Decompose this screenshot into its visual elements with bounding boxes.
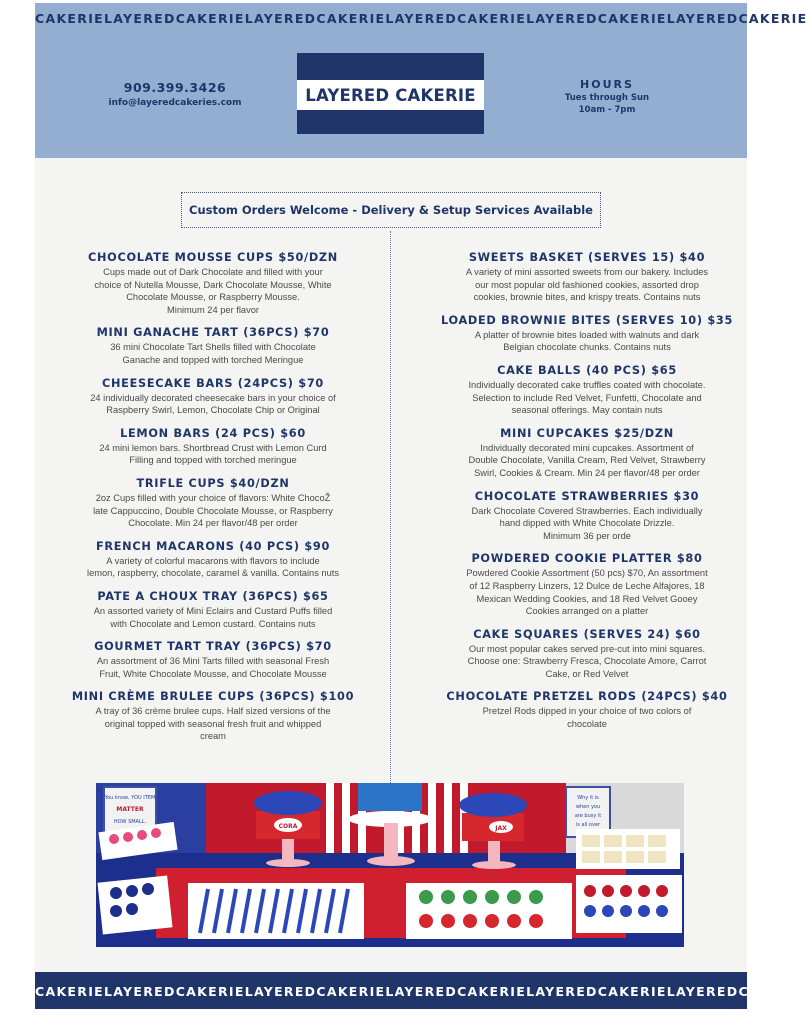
description-line: Cookies arranged on a platter bbox=[525, 606, 649, 617]
description-line: Individually decorated mini cupcakes. Assortment of bbox=[480, 442, 694, 453]
sign-left-line-1: You know, YOU ITEM bbox=[104, 795, 156, 801]
hours-title: HOURS bbox=[580, 78, 634, 91]
sign-right-line-4: is all over bbox=[575, 822, 601, 828]
logo bbox=[297, 53, 484, 134]
description-line: Double Chocolate, Vanilla Cream, Red Velvet, Strawberry bbox=[468, 455, 706, 466]
menu-item-description bbox=[427, 266, 747, 304]
description-line: A variety of mini assorted sweets from our bakery. Includes bbox=[465, 267, 709, 277]
ticker-word: LAYERED bbox=[666, 10, 739, 26]
description-line: A variety of colorful macarons with flavors to include bbox=[106, 555, 320, 566]
menu-item-title: MINI CRÈME BRULEE CUPS (36PCS) $100 bbox=[71, 690, 355, 704]
menu-item-title: SWEETS BASKET (SERVES 15) $40 bbox=[468, 251, 706, 264]
menu-item bbox=[427, 490, 747, 543]
description-line: lemon, raspberry, chocolate, caramel & vanilla. Contains nuts bbox=[87, 568, 339, 579]
menu-item-description bbox=[427, 643, 747, 681]
menu-item-description bbox=[53, 655, 373, 680]
menu-item-description bbox=[53, 605, 373, 630]
menu-item-description bbox=[53, 705, 373, 743]
menu-item bbox=[427, 364, 747, 417]
menu-item bbox=[53, 690, 373, 743]
description-line: Chocolate Mousse, or Raspberry Mousse. bbox=[126, 292, 300, 303]
description-line: Mexican Wedding Cookies, and 18 Red Velvet Gooey bbox=[476, 593, 698, 604]
description-line: of 12 Raspberry Linzers, 12 Dulce de Leche Alfajores, 18 bbox=[469, 580, 705, 591]
ticker-word: LAYERED bbox=[526, 983, 598, 999]
menu-item bbox=[427, 251, 747, 304]
ticker-word: CAKERIE bbox=[457, 10, 527, 26]
ticker-word: LAYERED bbox=[244, 10, 317, 26]
menu-item-title: PATE A CHOUX TRAY (36PCS) $65 bbox=[97, 589, 329, 603]
ticker-word: CAKERIE bbox=[316, 10, 386, 26]
menu-item bbox=[53, 640, 373, 680]
description-line: chocolate bbox=[567, 719, 607, 730]
description-line: Selection to include Red Velvet, Funfetti, Chocolate and bbox=[472, 392, 702, 403]
description-line: A tray of 36 crème brulee cups. Half sized versions of the bbox=[95, 706, 331, 717]
menu-item-description bbox=[53, 341, 373, 366]
menu-item bbox=[53, 251, 373, 316]
description-line: Minimum 24 per flavor bbox=[167, 304, 259, 315]
menu-item-title: CAKE SQUARES (SERVES 24) $60 bbox=[473, 627, 701, 641]
ticker-word: CAKERIE bbox=[175, 983, 245, 999]
description-line: An assortment of 36 Mini Tarts filled with seasonal Fresh bbox=[96, 656, 330, 667]
dessert-table-photo bbox=[96, 783, 684, 947]
description-line: Cups made out of Dark Chocolate and filled with your bbox=[103, 267, 323, 277]
logo-text: LAYERED CAKERIE bbox=[305, 85, 476, 105]
description-line: 24 mini lemon bars. Shortbread Crust with Lemon Curd bbox=[99, 442, 327, 453]
menu-item-title: CAKE BALLS (40 PCS) $65 bbox=[497, 363, 677, 377]
ticker-word: LAYERED bbox=[666, 983, 739, 999]
sign-right-line-1: Why it is bbox=[577, 795, 599, 801]
menu-item-title: POWDERED COOKIE PLATTER $80 bbox=[471, 552, 703, 566]
menu-item-description bbox=[427, 379, 747, 417]
menu-item bbox=[53, 377, 373, 417]
menu-item-description bbox=[427, 329, 747, 354]
hours-block bbox=[557, 78, 657, 115]
menu-item-description bbox=[427, 442, 747, 480]
cake-left-label: CORA bbox=[278, 823, 298, 830]
menu-item-title: GOURMET TART TRAY (36PCS) $70 bbox=[94, 640, 332, 654]
menu-item bbox=[427, 427, 747, 480]
ticker-word: LAYERED bbox=[385, 10, 458, 26]
ticker-word: CAKERIE bbox=[175, 10, 245, 26]
description-line: A platter of brownie bites loaded with walnuts and dark bbox=[474, 329, 700, 340]
menu-item bbox=[427, 314, 747, 354]
sign-right-line-2: when you bbox=[575, 804, 601, 810]
description-line: Fruit, White Chocolate Mousse, and Chocolate Mousse bbox=[99, 668, 327, 679]
email-address: info@layeredcakeries.com bbox=[108, 98, 242, 108]
description-line: 36 mini Chocolate Tart Shells filled with Chocolate bbox=[110, 342, 316, 353]
description-line: 2oz Cups filled with your choice of flavors: White ChocoŽ bbox=[95, 492, 331, 503]
sign-right-line-3: are busy it bbox=[574, 813, 602, 819]
description-line: our most popular old fashioned cookies, assorted drop bbox=[475, 279, 699, 290]
menu-item-title: LEMON BARS (24 PCS) $60 bbox=[120, 426, 306, 440]
menu-item-description bbox=[53, 492, 373, 530]
description-line: An assorted variety of Mini Eclairs and Custard Puffs filled bbox=[93, 605, 333, 616]
menu-item bbox=[427, 552, 747, 617]
menu-item-description bbox=[427, 505, 747, 543]
column-divider bbox=[390, 231, 391, 783]
description-line: Cake, or Red Velvet bbox=[545, 668, 629, 679]
cake-right-label: JAX bbox=[495, 825, 507, 832]
menu-item-description bbox=[53, 392, 373, 417]
menu-item-title: FRENCH MACARONS (40 PCS) $90 bbox=[95, 539, 331, 553]
description-line: seasonal offerings. May contain nuts bbox=[511, 405, 663, 416]
ticker-word: LAYERED bbox=[526, 10, 598, 26]
top-ticker bbox=[35, 3, 807, 33]
ticker-word: LAYERED bbox=[385, 983, 458, 999]
description-line: 24 individually decorated cheesecake bars in your choice of bbox=[90, 392, 336, 403]
sign-left-line-3: HOW SMALL. bbox=[113, 819, 147, 825]
description-line: Powdered Cookie Assortment (50 pcs) $70, An assortment bbox=[466, 568, 708, 579]
menu-item-description bbox=[427, 705, 747, 730]
menu-item-title: MINI GANACHE TART (36PCS) $70 bbox=[96, 326, 330, 340]
description-line: Filling and topped with torched meringue bbox=[129, 455, 297, 466]
description-line: cookies, brownie bites, and krispy treats. Contains nuts bbox=[473, 292, 701, 303]
dessert-table-illustration bbox=[96, 783, 684, 947]
menu-item-description bbox=[427, 567, 747, 617]
menu-item bbox=[53, 540, 373, 580]
menu-item bbox=[427, 628, 747, 681]
hours-days: Tues through Sun bbox=[564, 93, 650, 103]
ticker-word: CAKERIE bbox=[597, 10, 667, 26]
description-line: Ganache and topped with torched Meringue bbox=[122, 354, 304, 365]
logo-band bbox=[297, 80, 484, 110]
ticker-word: CAKERIE bbox=[738, 983, 807, 999]
welcome-banner: Custom Orders Welcome - Delivery & Setup Services Available bbox=[181, 192, 601, 228]
description-line: Belgian chocolate chunks. Contains nuts bbox=[503, 342, 671, 353]
description-line: original topped with seasonal fresh fruit and whipped bbox=[104, 718, 322, 729]
description-line: Dark Chocolate Covered Strawberries. Each individually bbox=[471, 505, 703, 516]
menu-item-title: CHOCOLATE STRAWBERRIES $30 bbox=[474, 489, 700, 503]
ticker-word: CAKERIE bbox=[316, 983, 386, 999]
menu-item bbox=[53, 427, 373, 467]
menu-item-title: MINI CUPCAKES $25/DZN bbox=[500, 426, 674, 440]
ticker-word: CAKERIE bbox=[35, 983, 104, 999]
description-line: Choose one: Strawberry Fresca, Chocolate Amore, Carrot bbox=[467, 656, 707, 667]
description-line: choice of Nutella Mousse, Dark Chocolate Mousse, White bbox=[94, 279, 332, 290]
footer bbox=[35, 972, 807, 1009]
menu-item-title: CHOCOLATE MOUSSE CUPS $50/DZN bbox=[88, 251, 338, 264]
description-line: cream bbox=[200, 731, 226, 742]
menu-item-description bbox=[53, 555, 373, 580]
description-line: Raspberry Swirl, Lemon, Chocolate Chip or Original bbox=[106, 405, 320, 416]
menu-item-title: CHOCOLATE PRETZEL RODS (24PCS) $40 bbox=[446, 690, 728, 704]
header bbox=[35, 3, 807, 158]
sign-left-line-2: MATTER bbox=[116, 806, 144, 813]
menu-item-description bbox=[53, 266, 373, 316]
menu-item-title: CHEESECAKE BARS (24PCS) $70 bbox=[102, 376, 324, 390]
description-line: Chocolate. Min 24 per flavor/48 per order bbox=[128, 518, 298, 529]
description-line: Our most popular cakes served pre-cut into mini squares. bbox=[468, 643, 706, 654]
description-line: Swirl, Cookies & Cream. Min 24 per flavor/48 per order bbox=[474, 467, 700, 478]
right-menu-column bbox=[427, 251, 747, 741]
description-line: hand dipped with White Chocolate Drizzle. bbox=[499, 518, 675, 529]
ticker-word: CAKERIE bbox=[457, 983, 527, 999]
description-line: with Chocolate and Lemon custard. Contains nuts bbox=[110, 618, 316, 629]
menu-item bbox=[53, 590, 373, 630]
ticker-word: CAKERIE bbox=[738, 10, 807, 26]
ticker-word: LAYERED bbox=[104, 10, 176, 26]
menu-item-title: TRIFLE CUPS $40/DZN bbox=[136, 476, 290, 490]
left-menu-column bbox=[53, 251, 373, 753]
ticker-word: LAYERED bbox=[244, 983, 317, 999]
description-line: late Cappuccino, Double Chocolate Mousse, or Raspberry bbox=[93, 505, 333, 516]
description-line: Individually decorated cake truffles coated with chocolate. bbox=[468, 379, 706, 390]
description-line: Minimum 36 per orde bbox=[543, 530, 631, 541]
ticker-word: CAKERIE bbox=[597, 983, 667, 999]
description-line: Pretzel Rods dipped in your choice of two colors of bbox=[482, 706, 692, 717]
bottom-ticker bbox=[35, 976, 807, 1006]
ticker-word: LAYERED bbox=[104, 983, 176, 999]
menu-item bbox=[53, 477, 373, 530]
ticker-word: CAKERIE bbox=[35, 10, 104, 26]
menu-item bbox=[53, 326, 373, 366]
hours-time: 10am - 7pm bbox=[578, 105, 636, 115]
menu-item-description bbox=[53, 442, 373, 467]
menu-item-title: LOADED BROWNIE BITES (SERVES 10) $35 bbox=[440, 313, 734, 327]
menu-item bbox=[427, 690, 747, 730]
phone-number: 909.399.3426 bbox=[123, 80, 227, 95]
menu-page bbox=[35, 3, 807, 1009]
contact-block bbox=[105, 80, 245, 108]
